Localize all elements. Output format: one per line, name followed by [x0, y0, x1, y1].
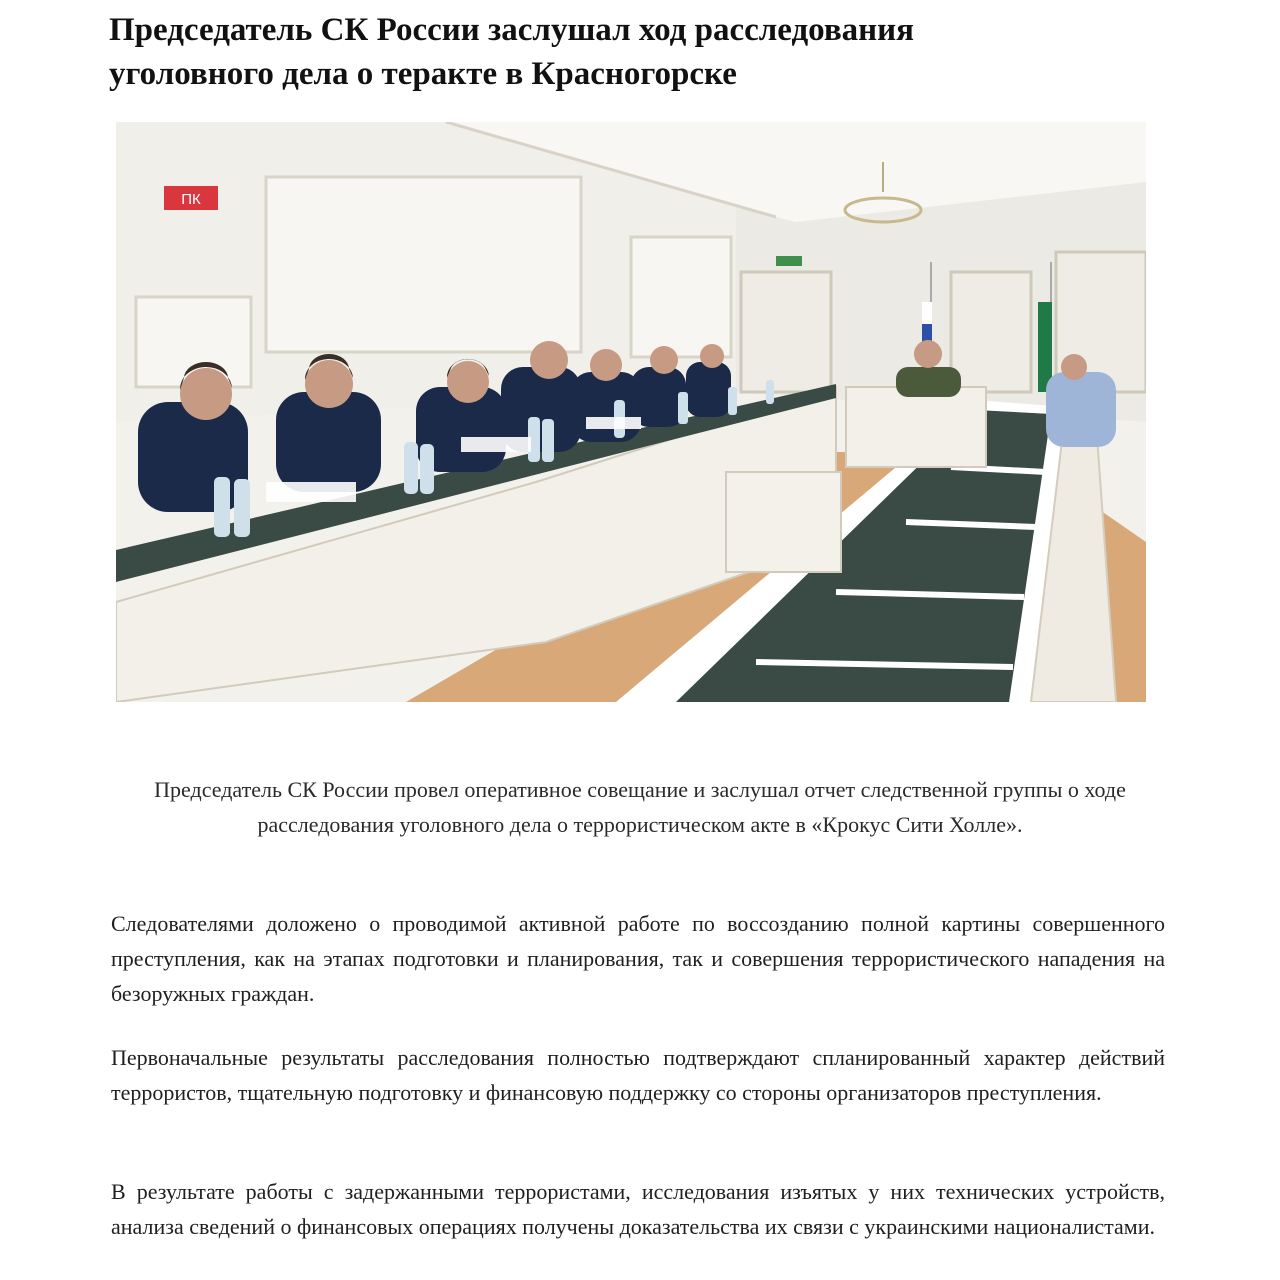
meeting-photo	[116, 122, 1146, 702]
title-line-2: уголовного дела о теракте в Красногорске	[109, 56, 737, 92]
meeting-photo-illustration	[116, 122, 1146, 702]
paragraph-2: Первоначальные результаты расследования полностью подтверждают спланированный характер действий террористов, тщательную подготовку и финансовую поддержку со стороны организаторов преступления.	[111, 1045, 1165, 1105]
title-line-1: Председатель СК России заслушал ход расследования	[109, 12, 915, 48]
photo-caption: Председатель СК России провел оперативное совещание и заслушал отчет следственной группы о ходе расследования уголовного дела о террористическом акте в «Крокус Сити Холле».	[154, 777, 1126, 837]
paragraph-3: В результате работы с задержанными террористами, исследования изъятых у них технических устройств, анализа сведений о финансовых операциях получены доказательства их связи с украинскими националистами.	[111, 1179, 1165, 1239]
wall-sign-text: ПК	[181, 191, 201, 208]
paragraph-1: Следователями доложено о проводимой активной работе по воссозданию полной картины совершенного преступления, как на этапах подготовки и планирования, так и совершения террористического нападения на безоружных граждан.	[111, 911, 1165, 1006]
article-title	[109, 8, 1169, 96]
